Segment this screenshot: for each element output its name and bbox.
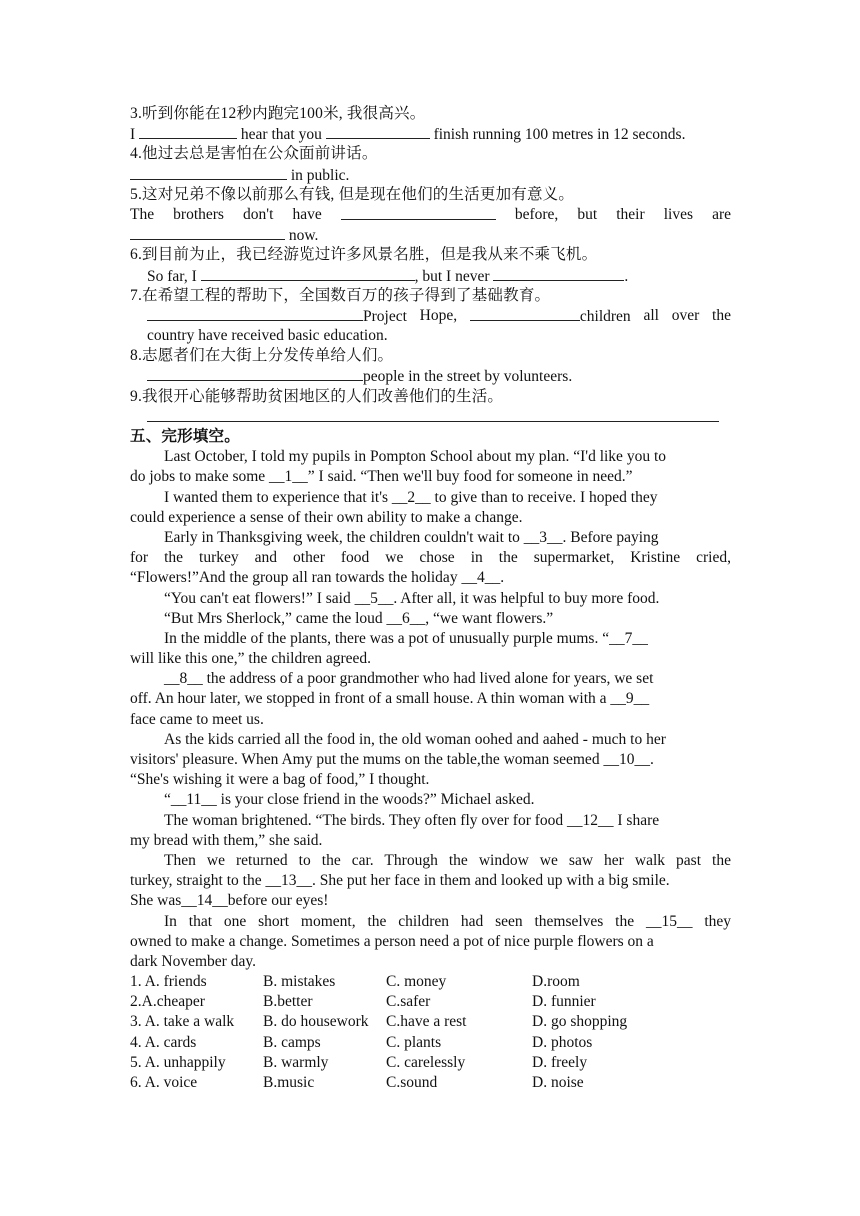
- option[interactable]: D. noise: [532, 1074, 584, 1091]
- cloze-line: She was__14__before our eyes!: [130, 892, 329, 910]
- cloze-line: “__11__ is your close friend in the woods?” Michael asked.: [164, 791, 535, 809]
- q7-english-line2: country have received basic education.: [147, 327, 388, 345]
- q6-english: So far, I , but I never .: [147, 267, 629, 285]
- cloze-line: Early in Thanksgiving week, the children couldn't wait to __3__. Before paying: [164, 528, 659, 546]
- option[interactable]: D. funnier: [532, 993, 596, 1011]
- option-row: [130, 1033, 731, 1053]
- cloze-line: In that one short moment, the children had seen themselves the __15__ they: [164, 912, 731, 930]
- option[interactable]: C.sound: [386, 1074, 438, 1091]
- cloze-line: “She's wishing it were a bag of food,” I thought.: [130, 771, 430, 789]
- cloze-line: could experience a sense of their own ability to make a change.: [130, 508, 523, 526]
- cloze-line: “Flowers!”And the group all ran towards the holiday __4__.: [130, 569, 505, 587]
- option-row: [130, 992, 731, 1012]
- option[interactable]: 1. A. friends: [130, 973, 207, 991]
- blank[interactable]: [139, 124, 237, 139]
- q4-english: in public.: [130, 165, 731, 185]
- q5-english-line2: now.: [130, 225, 731, 245]
- cloze-line: “But Mrs Sherlock,” came the loud __6__, “we want flowers.”: [164, 609, 554, 627]
- blank[interactable]: [130, 165, 287, 180]
- option[interactable]: D. photos: [532, 1033, 593, 1051]
- blank[interactable]: [470, 306, 580, 321]
- option[interactable]: B. camps: [263, 1033, 321, 1051]
- option[interactable]: 2.A.cheaper: [130, 993, 205, 1011]
- option-row: [130, 1053, 731, 1073]
- option[interactable]: B.better: [263, 993, 313, 1011]
- q9-chinese: 9.我很开心能够帮助贫困地区的人们改善他们的生活。: [130, 387, 504, 405]
- blank[interactable]: [326, 124, 430, 139]
- option[interactable]: B. mistakes: [263, 973, 336, 991]
- option[interactable]: B.music: [263, 1074, 315, 1091]
- cloze-line: The woman brightened. “The birds. They often fly over for food __12__ I share: [164, 811, 660, 829]
- cloze-line: “You can't eat flowers!” I said __5__. After all, it was helpful to buy more food.: [164, 589, 660, 607]
- blank[interactable]: [201, 266, 415, 281]
- option[interactable]: C.safer: [386, 993, 431, 1011]
- q7-english-line1: Project Hope, children all over the: [130, 306, 731, 326]
- cloze-line: owned to make a change. Sometimes a person need a pot of nice purple flowers on a: [130, 932, 654, 950]
- blank[interactable]: [130, 225, 285, 240]
- q8-chinese: 8.志愿者们在大街上分发传单给人们。: [130, 347, 394, 365]
- option[interactable]: D. go shopping: [532, 1013, 628, 1031]
- q9-english: [130, 407, 731, 427]
- option-row: [130, 1073, 731, 1093]
- q5-english-line1: The brothers don't have before, but their lives are: [130, 205, 731, 223]
- cloze-line: my bread with them,” she said.: [130, 831, 323, 849]
- option[interactable]: C. carelessly: [386, 1053, 466, 1071]
- cloze-line: turkey, straight to the __13__. She put her face in them and looked up with a big smile.: [130, 872, 670, 890]
- blank[interactable]: [341, 205, 496, 220]
- option[interactable]: C.have a rest: [386, 1013, 467, 1031]
- option[interactable]: C. money: [386, 973, 447, 991]
- option[interactable]: B. do housework: [263, 1013, 369, 1031]
- cloze-line: __8__ the address of a poor grandmother who had lived alone for years, we set: [164, 670, 654, 688]
- option[interactable]: 3. A. take a walk: [130, 1013, 235, 1031]
- cloze-line: visitors' pleasure. When Amy put the mums on the table,the woman seemed __10__.: [130, 751, 654, 768]
- q5-chinese: 5.这对兄弟不像以前那么有钱, 但是现在他们的生活更加有意义。: [130, 185, 575, 203]
- cloze-line: do jobs to make some __1__” I said. “Then we'll buy food for someone in need.”: [130, 468, 633, 486]
- cloze-heading: 五、完形填空。: [130, 428, 240, 445]
- option[interactable]: D. freely: [532, 1053, 588, 1071]
- cloze-line: face came to meet us.: [130, 710, 264, 728]
- cloze-line: for the turkey and other food we chose in the supermarket, Kristine cried,: [130, 549, 731, 567]
- option[interactable]: 6. A. voice: [130, 1074, 198, 1091]
- cloze-line: In the middle of the plants, there was a pot of unusually purple mums. “__7__: [164, 629, 648, 647]
- option[interactable]: D.room: [532, 973, 580, 991]
- option-row: [130, 972, 731, 992]
- cloze-line: off. An hour later, we stopped in front of a small house. A thin woman with a __9__: [130, 690, 650, 708]
- document-page: [130, 104, 731, 1093]
- blank[interactable]: [493, 266, 624, 281]
- option-row: [130, 1012, 731, 1032]
- option[interactable]: 5. A. unhappily: [130, 1053, 226, 1071]
- cloze-line: dark November day.: [130, 952, 256, 970]
- cloze-line: Last October, I told my pupils in Pompton School about my plan. “I'd like you to: [164, 448, 666, 466]
- cloze-line: I wanted them to experience that it's __2__ to give than to receive. I hoped they: [164, 488, 658, 506]
- option[interactable]: C. plants: [386, 1033, 442, 1051]
- cloze-line: will like this one,” the children agreed.: [130, 650, 372, 668]
- q6-chinese: 6.到目前为止，我已经游览过许多风景名胜，但是我从来不乘飞机。: [130, 246, 598, 264]
- option[interactable]: 4. A. cards: [130, 1033, 197, 1051]
- q8-english: people in the street by volunteers.: [130, 366, 731, 386]
- blank[interactable]: [147, 407, 719, 422]
- cloze-line: Then we returned to the car. Through the window we saw her walk past the: [164, 851, 731, 869]
- blank[interactable]: [147, 366, 363, 381]
- option[interactable]: B. warmly: [263, 1053, 329, 1071]
- q3-chinese: 3.听到你能在12秒内跑完100米, 我很高兴。: [130, 105, 426, 122]
- q7-chinese: 7.在希望工程的帮助下，全国数百万的孩子得到了基础教育。: [130, 286, 551, 304]
- cloze-line: As the kids carried all the food in, the old woman oohed and aahed - much to her: [164, 730, 666, 748]
- q4-chinese: 4.他过去总是害怕在公众面前讲话。: [130, 145, 378, 163]
- q3-english: I hear that you finish running 100 metres in 12 seconds.: [130, 126, 686, 144]
- blank[interactable]: [147, 306, 363, 321]
